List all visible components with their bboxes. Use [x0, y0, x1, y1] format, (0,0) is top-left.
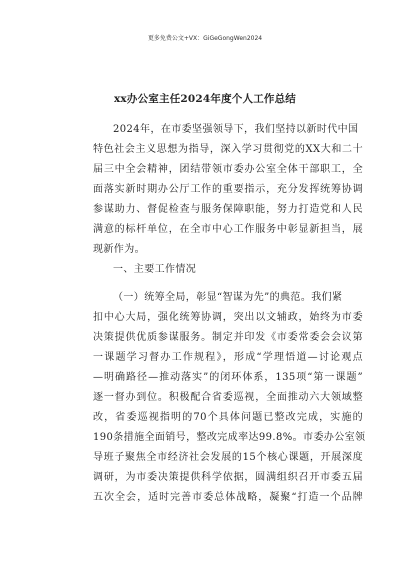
body-line: 面落实新时期办公厅工作的重要指示，充分发挥统筹协调 [93, 184, 363, 195]
document-title: xx办公室主任2024年度个人工作总结 [113, 93, 297, 105]
body-line: 一课题学习督办工作规程》，形成“学理悟道—讨论观点 [93, 352, 363, 363]
body-line: 决策提供优质参谋服务。制定并印发《市委常委会会议第 [93, 332, 363, 343]
body-line: 190条措施全面销号，整改完成率达99.8%。市委办公室领 [93, 432, 366, 443]
body-line: 现新作为。 [93, 244, 145, 255]
body-line: 改，省委巡视指明的70个具体问题已整改完成，实施的 [93, 412, 363, 423]
body-line: （一）统筹全局，彰显“智谋为先”的典范。我们紧 [113, 292, 343, 303]
body-line: —明确路径—推动落实”的闭环体系，135项“第一课题” [93, 372, 363, 383]
body-line: 满意的标杆单位，在全市中心工作服务中彰显新担当，展 [93, 224, 363, 235]
section-heading: 一、主要工作情况 [113, 264, 197, 275]
body-line: 届三中全会精神，团结带领市委办公室全体干部职工，全 [93, 164, 363, 175]
body-line: 扣中心大局，强化统筹协调，突出以文辅政，始终为市委 [93, 312, 363, 323]
body-line: 导班子聚焦全市经济社会发展的15个核心课题，开展深度 [93, 452, 363, 463]
body-line: 特色社会主义思想为指导，深入学习贯彻党的XX大和二十 [93, 144, 363, 155]
body-line: 参谋助力、督促检查与服务保障职能，努力打造党和人民 [93, 204, 363, 215]
body-line: 调研，为市委决策提供科学依据，圆满组织召开市委五届 [93, 472, 363, 483]
body-line: 逐一督办到位。积极配合省委巡视，全面推动六大领域整 [93, 392, 363, 403]
body-line: 五次全会，适时完善市委总体战略，凝聚“打造一个品牌 [93, 492, 363, 503]
header-note: 更多免费公文+VX：GiGeGongWen2024 [147, 35, 263, 42]
body-line: 2024年，在市委坚强领导下，我们坚持以新时代中国 [113, 124, 359, 135]
